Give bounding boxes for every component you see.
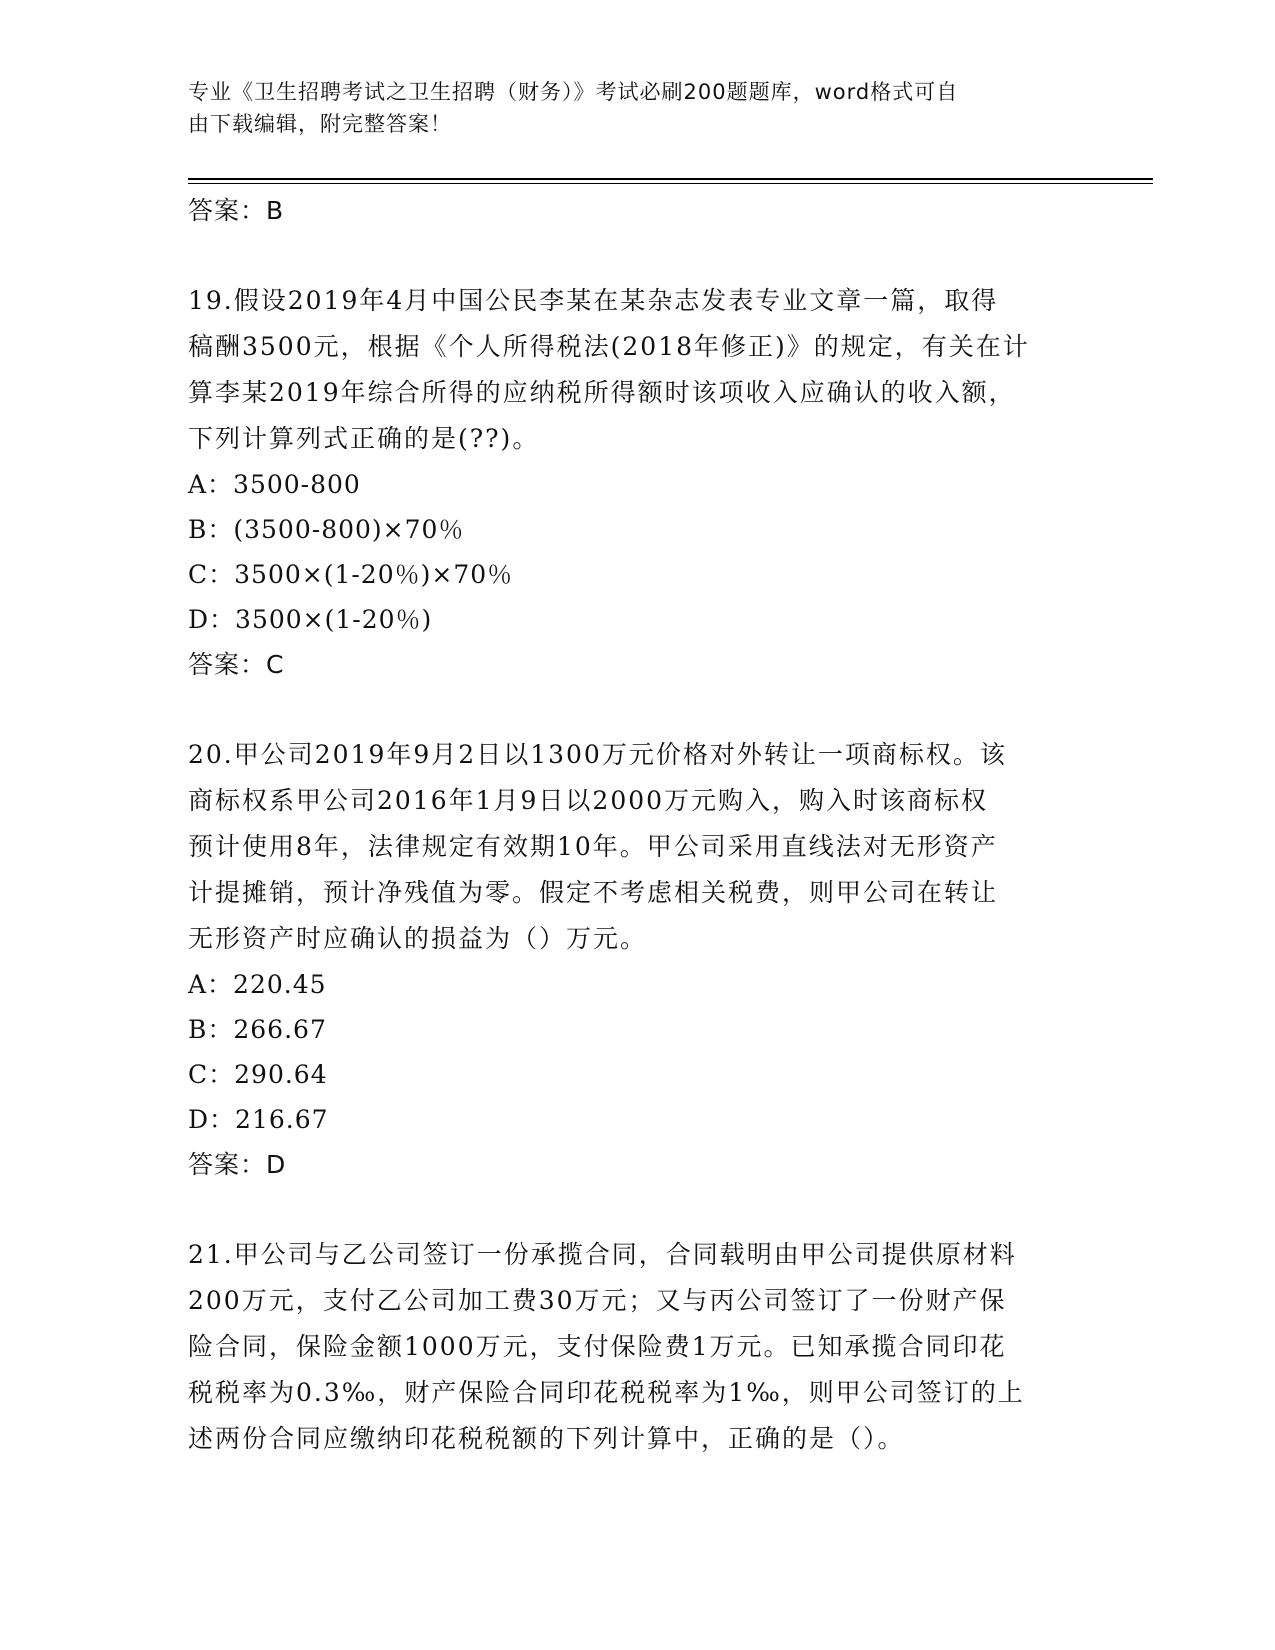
header-rule-thick	[188, 178, 1153, 180]
question-20-line-1: 20.甲公司2019年9月2日以1300万元价格对外转让一项商标权。该	[188, 740, 1007, 769]
question-19	[188, 278, 1088, 688]
question-21-line-1: 21.甲公司与乙公司签订一份承揽合同，合同载明由甲公司提供原材料	[188, 1240, 1017, 1269]
spacer	[188, 1188, 1088, 1232]
answer-18: 答案：B	[188, 196, 285, 225]
answer-19: 答案：C	[188, 650, 285, 679]
question-19-option-a: A：3500-800	[188, 470, 361, 499]
question-20-line-3: 预计使用8年，法律规定有效期10年。甲公司采用直线法对无形资产	[188, 832, 998, 861]
question-19-option-c: C：3500×(1-20％)×70％	[188, 560, 514, 589]
question-20-line-5: 无形资产时应确认的损益为（）万元。	[188, 924, 648, 953]
question-19-line-1: 19.假设2019年4月中国公民李某在某杂志发表专业文章一篇，取得	[188, 286, 999, 315]
question-20-option-b: B：266.67	[188, 1015, 327, 1044]
question-19-line-3: 算李某2019年综合所得的应纳税所得额时该项收入应确认的收入额，	[188, 378, 1016, 407]
document-header	[188, 76, 1068, 140]
question-20-line-4: 计提摊销，预计净残值为零。假定不考虑相关税费，则甲公司在转让	[188, 878, 999, 907]
question-21-line-5: 述两份合同应缴纳印花税税额的下列计算中，正确的是（）。	[188, 1424, 905, 1453]
question-21-line-3: 险合同，保险金额1000万元，支付保险费1万元。已知承揽合同印花	[188, 1332, 1007, 1361]
question-20-option-c: C：290.64	[188, 1060, 328, 1089]
question-list	[188, 188, 1088, 1462]
question-21-line-2: 200万元，支付乙公司加工费30万元；又与丙公司签订了一份财产保	[188, 1286, 1007, 1315]
question-19-option-d: D：3500×(1-20％)	[188, 605, 433, 634]
question-21-line-4: 税税率为0.3‰，财产保险合同印花税税率为1‰，则甲公司签订的上	[188, 1378, 1025, 1407]
question-20	[188, 732, 1088, 1188]
question-19-option-b: B：(3500-800)×70％	[188, 515, 465, 544]
header-line-2: 由下载编辑，附完整答案！	[188, 112, 452, 136]
question-21	[188, 1232, 1088, 1462]
spacer	[188, 234, 1088, 278]
header-rule-thin	[188, 183, 1153, 184]
answer-20: 答案：D	[188, 1150, 287, 1179]
question-20-line-2: 商标权系甲公司2016年1月9日以2000万元购入，购入时该商标权	[188, 786, 989, 815]
spacer	[188, 688, 1088, 732]
question-20-option-a: A：220.45	[188, 970, 327, 999]
header-line-1: 专业《卫生招聘考试之卫生招聘（财务）》考试必刷200题题库，word格式可自	[188, 80, 959, 104]
question-19-line-2: 稿酬3500元，根据《个人所得税法(2018年修正)》的规定，有关在计	[188, 332, 1030, 361]
question-20-option-d: D：216.67	[188, 1105, 329, 1134]
question-19-line-4: 下列计算列式正确的是(??)。	[188, 424, 540, 453]
